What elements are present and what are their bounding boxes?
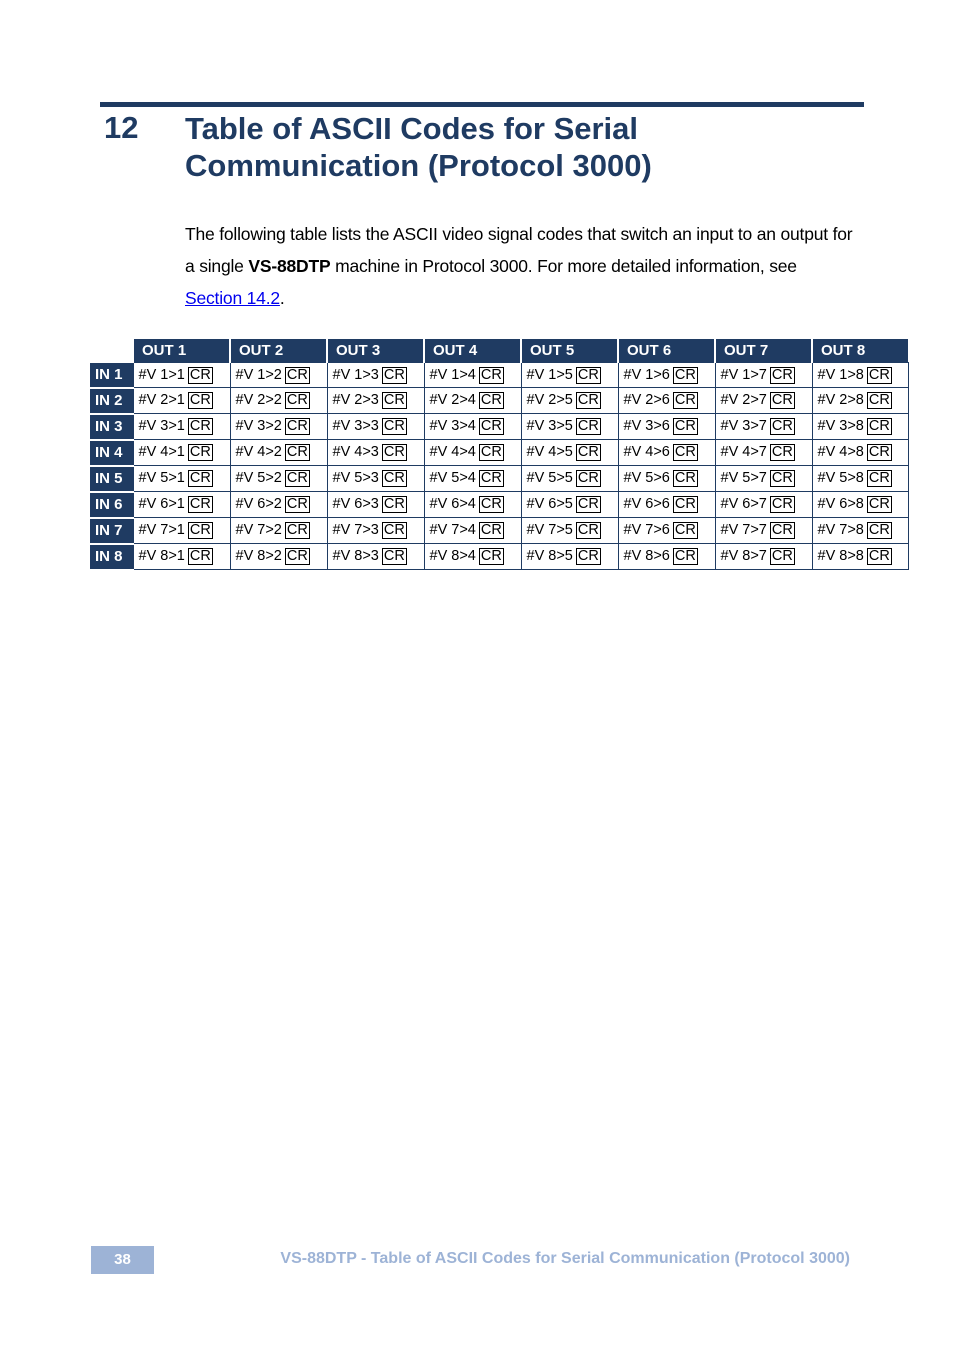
code-cell (618, 466, 715, 492)
code-cell (618, 440, 715, 466)
code-text: #V 6>2 (235, 496, 282, 512)
code-cell (230, 518, 327, 544)
code-text: #V 2>4 (429, 392, 476, 408)
code-cell (812, 544, 908, 570)
code-text: #V 1>6 (623, 366, 670, 383)
code-text: #V 4>1 (138, 444, 185, 460)
code-cell (424, 466, 521, 492)
code-cell (230, 544, 327, 570)
code-cell (133, 466, 230, 492)
code-text: #V 2>1 (138, 392, 185, 408)
chapter-title-line-2: Communication (Protocol 3000) (185, 148, 652, 183)
cr-terminator: CR (480, 470, 502, 486)
row-header-in-7: IN 7 (90, 518, 133, 544)
code-cell (327, 518, 424, 544)
cr-terminator: CR (771, 418, 793, 434)
row-header-in-3: IN 3 (90, 414, 133, 440)
code-cell (133, 492, 230, 518)
code-cell (618, 363, 715, 388)
cr-terminator: CR (868, 496, 890, 512)
row-header-in-5: IN 5 (90, 466, 133, 492)
code-text: #V 8>1 (138, 548, 185, 564)
table-row (90, 388, 908, 414)
ascii-codes-table (90, 339, 909, 571)
code-cell (230, 363, 327, 388)
cr-terminator: CR (189, 418, 211, 434)
code-cell (327, 363, 424, 388)
code-cell (133, 440, 230, 466)
intro-text-after: . (279, 288, 285, 308)
code-cell (133, 518, 230, 544)
cr-terminator: CR (674, 366, 696, 383)
column-header-out-8: OUT 8 (812, 339, 908, 363)
cr-terminator: CR (286, 470, 308, 486)
cr-terminator: CR (577, 366, 599, 383)
code-text: #V 1>1 (138, 366, 185, 383)
table-header-row (90, 339, 908, 363)
cr-terminator: CR (577, 444, 599, 460)
code-text: #V 1>8 (817, 366, 864, 383)
table-body (90, 363, 908, 570)
cr-terminator: CR (868, 522, 890, 538)
cr-terminator: CR (480, 444, 502, 460)
chapter-title-line-1: Table of ASCII Codes for Serial (185, 111, 639, 146)
code-text: #V 3>3 (332, 418, 379, 434)
code-text: #V 6>1 (138, 496, 185, 512)
code-cell (618, 388, 715, 414)
code-cell (327, 466, 424, 492)
code-cell (133, 388, 230, 414)
cr-terminator: CR (189, 496, 211, 512)
cr-terminator: CR (868, 444, 890, 460)
code-text: #V 2>7 (720, 392, 767, 408)
cr-terminator: CR (383, 444, 405, 460)
code-text: #V 6>8 (817, 496, 864, 512)
footer-title: VS-88DTP - Table of ASCII Codes for Serial Communication (Protocol 3000) (280, 1250, 850, 1267)
column-header-out-3: OUT 3 (327, 339, 424, 363)
cr-terminator: CR (771, 444, 793, 460)
cr-terminator: CR (674, 418, 696, 434)
cr-terminator: CR (577, 470, 599, 486)
cr-terminator: CR (286, 366, 308, 383)
cr-terminator: CR (189, 366, 211, 383)
cr-terminator: CR (771, 470, 793, 486)
chapter-title (185, 110, 865, 184)
cr-terminator: CR (286, 548, 308, 564)
code-cell (327, 388, 424, 414)
code-text: #V 3>4 (429, 418, 476, 434)
row-header-in-2: IN 2 (90, 388, 133, 414)
code-cell (521, 363, 618, 388)
code-text: #V 4>3 (332, 444, 379, 460)
code-text: #V 4>5 (526, 444, 573, 460)
code-cell (230, 414, 327, 440)
code-text: #V 2>3 (332, 392, 379, 408)
code-cell (327, 492, 424, 518)
cr-terminator: CR (286, 418, 308, 434)
cr-terminator: CR (286, 444, 308, 460)
cr-terminator: CR (480, 418, 502, 434)
code-text: #V 8>8 (817, 548, 864, 564)
code-text: #V 8>3 (332, 548, 379, 564)
code-text: #V 5>4 (429, 470, 476, 486)
code-cell (812, 363, 908, 388)
chapter-number: 12 (104, 110, 139, 145)
code-cell (812, 414, 908, 440)
code-cell (230, 440, 327, 466)
code-cell (715, 544, 812, 570)
code-cell (715, 518, 812, 544)
code-text: #V 5>7 (720, 470, 767, 486)
code-text: #V 7>6 (623, 522, 670, 538)
cr-terminator: CR (480, 522, 502, 538)
cr-terminator: CR (286, 522, 308, 538)
code-cell (133, 544, 230, 570)
code-cell (618, 414, 715, 440)
cr-terminator: CR (189, 392, 211, 408)
code-text: #V 1>3 (332, 366, 379, 383)
code-cell (521, 440, 618, 466)
cr-terminator: CR (383, 548, 405, 564)
column-header-out-5: OUT 5 (521, 339, 618, 363)
code-cell (618, 518, 715, 544)
code-cell (521, 544, 618, 570)
code-text: #V 1>2 (235, 366, 282, 383)
cr-terminator: CR (189, 444, 211, 460)
cr-terminator: CR (577, 548, 599, 564)
cr-terminator: CR (189, 470, 211, 486)
cr-terminator: CR (674, 548, 696, 564)
code-cell (521, 492, 618, 518)
cr-terminator: CR (674, 470, 696, 486)
cr-terminator: CR (674, 444, 696, 460)
code-text: #V 7>5 (526, 522, 573, 538)
intro-paragraph (185, 218, 855, 314)
code-text: #V 7>4 (429, 522, 476, 538)
intro-text-middle: machine in Protocol 3000. For more detailed information, see (330, 256, 797, 276)
code-text: #V 6>4 (429, 496, 476, 512)
cr-terminator: CR (480, 392, 502, 408)
code-text: #V 7>8 (817, 522, 864, 538)
code-cell (715, 414, 812, 440)
code-text: #V 3>2 (235, 418, 282, 434)
code-text: #V 5>6 (623, 470, 670, 486)
code-text: #V 8>5 (526, 548, 573, 564)
cr-terminator: CR (480, 366, 502, 383)
code-text: #V 5>1 (138, 470, 185, 486)
code-cell (521, 388, 618, 414)
cr-terminator: CR (771, 366, 793, 383)
code-text: #V 1>7 (720, 366, 767, 383)
cr-terminator: CR (674, 392, 696, 408)
code-cell (521, 518, 618, 544)
row-header-in-1: IN 1 (90, 363, 133, 388)
column-header-out-4: OUT 4 (424, 339, 521, 363)
code-text: #V 8>6 (623, 548, 670, 564)
table-row (90, 518, 908, 544)
code-cell (327, 440, 424, 466)
cr-terminator: CR (480, 496, 502, 512)
code-cell (812, 466, 908, 492)
code-text: #V 3>8 (817, 418, 864, 434)
cr-terminator: CR (383, 470, 405, 486)
machine-name: VS-88DTP (248, 256, 331, 276)
code-text: #V 4>6 (623, 444, 670, 460)
code-text: #V 3>5 (526, 418, 573, 434)
table-row (90, 440, 908, 466)
code-text: #V 3>6 (623, 418, 670, 434)
page-number: 38 (91, 1246, 154, 1274)
code-cell (230, 388, 327, 414)
section-link[interactable]: Section 14.2 (185, 288, 280, 308)
cr-terminator: CR (577, 418, 599, 434)
code-cell (424, 414, 521, 440)
row-header-in-8: IN 8 (90, 544, 133, 570)
code-text: #V 6>5 (526, 496, 573, 512)
code-text: #V 7>2 (235, 522, 282, 538)
cr-terminator: CR (674, 522, 696, 538)
cr-terminator: CR (577, 522, 599, 538)
cr-terminator: CR (189, 548, 211, 564)
column-header-out-2: OUT 2 (230, 339, 327, 363)
cr-terminator: CR (480, 548, 502, 564)
cr-terminator: CR (771, 392, 793, 408)
code-cell (230, 466, 327, 492)
table-row (90, 363, 908, 388)
code-cell (618, 544, 715, 570)
code-cell (327, 414, 424, 440)
table-row (90, 414, 908, 440)
code-cell (812, 492, 908, 518)
code-cell (133, 414, 230, 440)
code-text: #V 6>7 (720, 496, 767, 512)
code-cell (327, 544, 424, 570)
code-text: #V 2>6 (623, 392, 670, 408)
code-text: #V 8>4 (429, 548, 476, 564)
code-text: #V 6>6 (623, 496, 670, 512)
cr-terminator: CR (286, 392, 308, 408)
cr-terminator: CR (868, 366, 890, 383)
code-text: #V 7>1 (138, 522, 185, 538)
column-header-out-7: OUT 7 (715, 339, 812, 363)
code-cell (424, 518, 521, 544)
code-cell (715, 388, 812, 414)
code-text: #V 2>8 (817, 392, 864, 408)
cr-terminator: CR (577, 392, 599, 408)
cr-terminator: CR (383, 392, 405, 408)
code-text: #V 3>1 (138, 418, 185, 434)
cr-terminator: CR (771, 548, 793, 564)
code-text: #V 8>7 (720, 548, 767, 564)
code-cell (618, 492, 715, 518)
cr-terminator: CR (868, 548, 890, 564)
cr-terminator: CR (189, 522, 211, 538)
cr-terminator: CR (383, 418, 405, 434)
code-text: #V 6>3 (332, 496, 379, 512)
code-cell (812, 440, 908, 466)
table-row (90, 466, 908, 492)
code-cell (715, 492, 812, 518)
code-cell (715, 466, 812, 492)
code-text: #V 3>7 (720, 418, 767, 434)
code-cell (812, 518, 908, 544)
cr-terminator: CR (771, 496, 793, 512)
cr-terminator: CR (577, 496, 599, 512)
code-text: #V 5>8 (817, 470, 864, 486)
code-cell (133, 363, 230, 388)
cr-terminator: CR (383, 522, 405, 538)
code-text: #V 4>8 (817, 444, 864, 460)
code-text: #V 8>2 (235, 548, 282, 564)
table-corner (90, 339, 133, 363)
code-text: #V 2>5 (526, 392, 573, 408)
code-text: #V 5>3 (332, 470, 379, 486)
code-cell (424, 363, 521, 388)
table-row (90, 544, 908, 570)
column-header-out-6: OUT 6 (618, 339, 715, 363)
code-cell (521, 466, 618, 492)
code-text: #V 7>3 (332, 522, 379, 538)
code-text: #V 2>2 (235, 392, 282, 408)
top-rule (100, 102, 864, 107)
cr-terminator: CR (868, 392, 890, 408)
code-cell (230, 492, 327, 518)
table-row (90, 492, 908, 518)
code-text: #V 4>7 (720, 444, 767, 460)
code-text: #V 1>4 (429, 366, 476, 383)
cr-terminator: CR (383, 366, 405, 383)
cr-terminator: CR (868, 418, 890, 434)
code-cell (424, 440, 521, 466)
cr-terminator: CR (868, 470, 890, 486)
row-header-in-6: IN 6 (90, 492, 133, 518)
code-cell (715, 440, 812, 466)
intro-text-before: The following table lists the ASCII video signal codes that switch an input to an output for a single (185, 224, 853, 276)
code-cell (424, 544, 521, 570)
code-text: #V 7>7 (720, 522, 767, 538)
code-cell (424, 388, 521, 414)
code-cell (521, 414, 618, 440)
code-cell (715, 363, 812, 388)
row-header-in-4: IN 4 (90, 440, 133, 466)
code-text: #V 5>5 (526, 470, 573, 486)
code-cell (812, 388, 908, 414)
column-header-out-1: OUT 1 (133, 339, 230, 363)
code-cell (424, 492, 521, 518)
code-text: #V 4>2 (235, 444, 282, 460)
code-text: #V 1>5 (526, 366, 573, 383)
cr-terminator: CR (383, 496, 405, 512)
cr-terminator: CR (674, 496, 696, 512)
code-text: #V 4>4 (429, 444, 476, 460)
cr-terminator: CR (771, 522, 793, 538)
cr-terminator: CR (286, 496, 308, 512)
code-text: #V 5>2 (235, 470, 282, 486)
